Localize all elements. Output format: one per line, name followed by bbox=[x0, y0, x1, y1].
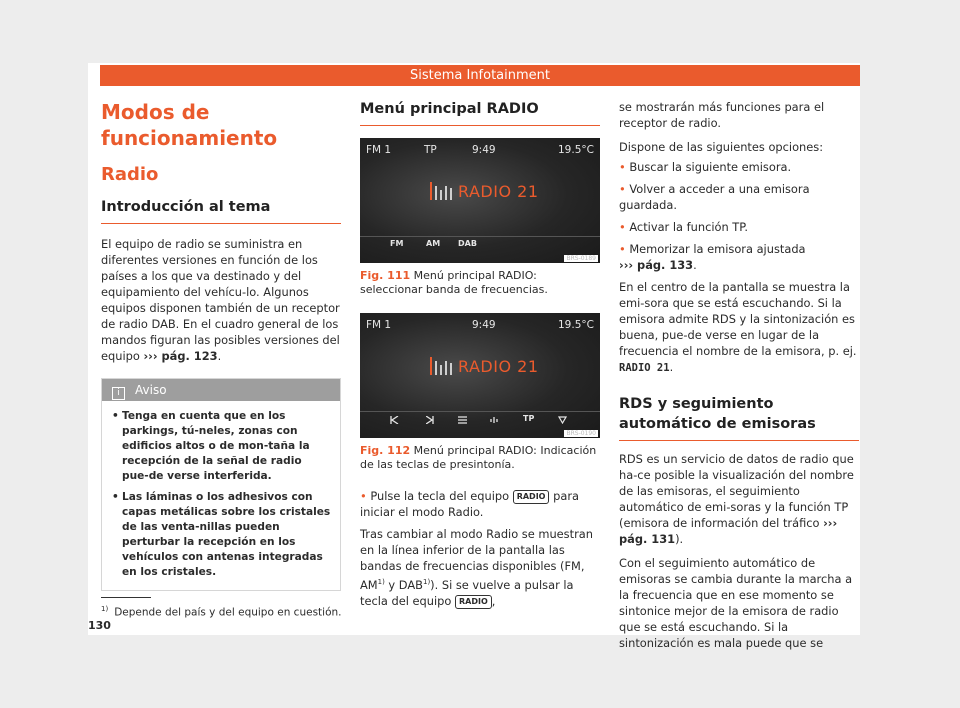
band-label: FM 1 bbox=[366, 319, 392, 331]
mode-paragraph: Tras cambiar al modo Radio se muestran en la línea inferior de la pantalla las bandas de frecuencias disponibles (FM, AM$^{1)}$ y DAB$^{1)}$). Si se vuelve a pulsar la tecla del equipo RADIO , bbox=[360, 527, 593, 608]
footnote: $^{1)}$ Depende del país y del equipo en cuestión. bbox=[101, 605, 342, 619]
option-item: • Buscar la siguiente emisora. bbox=[619, 160, 792, 174]
notice-item: • Las láminas o los adhesivos con capas metálicas sobre los cristales de las venta-nillas pueden perturbar la recepción en los vehículos con antenas integradas en los cristales. bbox=[112, 491, 331, 578]
option-item: • Memorizar la emisora ajustada ››› pág. 133. bbox=[619, 242, 806, 272]
notice-item: • Tenga en cuenta que en los parkings, tú-neles, zonas con edificios altos o de mon-taña la recepción de la señal de radio pue-de verse interferida. bbox=[112, 410, 310, 482]
image-code: BRS-0190 bbox=[566, 430, 596, 437]
intro-paragraph: El equipo de radio se suministra en diferentes versiones en función de los países a los que va destinado y del equipamiento del vehícu-lo. Algunos equipos disponen también de un receptor de radio DAB. En el cuadro general de los mandos figuran las posibles versiones del equipo ››› pág. 123. bbox=[101, 237, 340, 363]
chapter-title: Modos de funcionamiento bbox=[101, 100, 278, 150]
radio-screen-bands bbox=[360, 138, 600, 263]
section-header: Sistema Infotainment bbox=[100, 65, 860, 86]
subsection-title: Introducción al tema bbox=[101, 197, 341, 224]
options-intro: Dispone de las siguientes opciones: bbox=[619, 140, 824, 154]
option-item: • Volver a acceder a una emisora guardada. bbox=[619, 182, 810, 212]
notice-box bbox=[101, 378, 341, 591]
subsection-title-radio-menu: Menú principal RADIO bbox=[360, 99, 600, 126]
subsection-title-rds: RDS y seguimiento automático de emisoras bbox=[619, 394, 859, 441]
radio-screen-presets bbox=[360, 313, 600, 438]
page-reference-link[interactable]: ››› pág. 133 bbox=[619, 258, 694, 272]
figure-caption: Fig. 111 Menú principal RADIO: seleccionar banda de frecuencias. bbox=[360, 269, 548, 296]
station-name: RADIO 21 bbox=[458, 182, 539, 201]
column-3 bbox=[619, 99, 859, 659]
station-display-paragraph: En el centro de la pantalla se muestra la emi-sora que se está escuchando. Si la emisora admite RDS y la sintonización es buena, pue-de verse en lugar de la frecuencia el nombre de la emisora, p. ej. RADIO 21. bbox=[619, 280, 857, 374]
image-code: BRS-0189 bbox=[566, 255, 596, 262]
manual-page bbox=[88, 63, 860, 650]
notice-header bbox=[102, 379, 340, 401]
band-button-row bbox=[360, 236, 600, 253]
radio-key-icon: RADIO bbox=[455, 595, 492, 609]
fm-button[interactable]: FM bbox=[390, 239, 404, 248]
station-name: RADIO 21 bbox=[458, 357, 539, 376]
instruction-bullet: • Pulse la tecla del equipo RADIO para iniciar el modo Radio. bbox=[360, 489, 579, 519]
station-example: RADIO 21 bbox=[619, 362, 670, 374]
info-icon: i bbox=[112, 387, 125, 400]
temperature: 19.5°C bbox=[558, 319, 594, 331]
notice-title: Aviso bbox=[135, 383, 167, 397]
page-reference-link[interactable]: ››› pág. 131 bbox=[619, 516, 838, 546]
page-number: 130 bbox=[88, 619, 111, 632]
signal-bars-icon bbox=[430, 182, 452, 200]
figure-caption: Fig. 112 Menú principal RADIO: Indicación de las teclas de presintonía. bbox=[360, 444, 597, 471]
rds-paragraph: RDS es un servicio de datos de radio que ha-ce posible la visualización del nombre de las emisoras, el seguimiento automático de emi-soras y la función TP (emisora de información del tráfico ››› pág. 131). bbox=[619, 452, 854, 546]
signal-icon[interactable] bbox=[490, 416, 499, 424]
tp-button[interactable]: TP bbox=[523, 414, 535, 423]
am-button[interactable]: AM bbox=[426, 239, 441, 248]
signal-bars-icon bbox=[430, 357, 452, 375]
radio-key-icon: RADIO bbox=[513, 490, 550, 504]
option-item: • Activar la función TP. bbox=[619, 220, 748, 234]
column-1 bbox=[101, 99, 341, 591]
notice-body bbox=[102, 401, 340, 590]
column-2 bbox=[360, 99, 600, 617]
page-reference-link[interactable]: ››› pág. 123 bbox=[143, 349, 218, 363]
temperature: 19.5°C bbox=[558, 144, 594, 156]
skip-back-icon[interactable] bbox=[390, 416, 399, 424]
tp-indicator: TP bbox=[424, 144, 437, 156]
list-icon[interactable] bbox=[458, 416, 467, 424]
footnote-divider bbox=[101, 597, 151, 598]
preset-button-row bbox=[360, 411, 600, 428]
skip-forward-icon[interactable] bbox=[426, 416, 434, 424]
dab-button[interactable]: DAB bbox=[458, 239, 477, 248]
chevron-down-icon[interactable] bbox=[558, 416, 567, 424]
tracking-paragraph: Con el seguimiento automático de emisoras se cambia durante la marcha a la frecuencia que en ese momento se sintonice mejor de la emisora de radio que se está escuchando. Si la sintonización es mala puede que se bbox=[619, 556, 853, 650]
clock: 9:49 bbox=[472, 144, 496, 156]
clock: 9:49 bbox=[472, 319, 496, 331]
continued-paragraph: se mostrarán más funciones para el receptor de radio. bbox=[619, 100, 825, 130]
band-label: FM 1 bbox=[366, 144, 392, 156]
section-title: Radio bbox=[101, 164, 159, 185]
